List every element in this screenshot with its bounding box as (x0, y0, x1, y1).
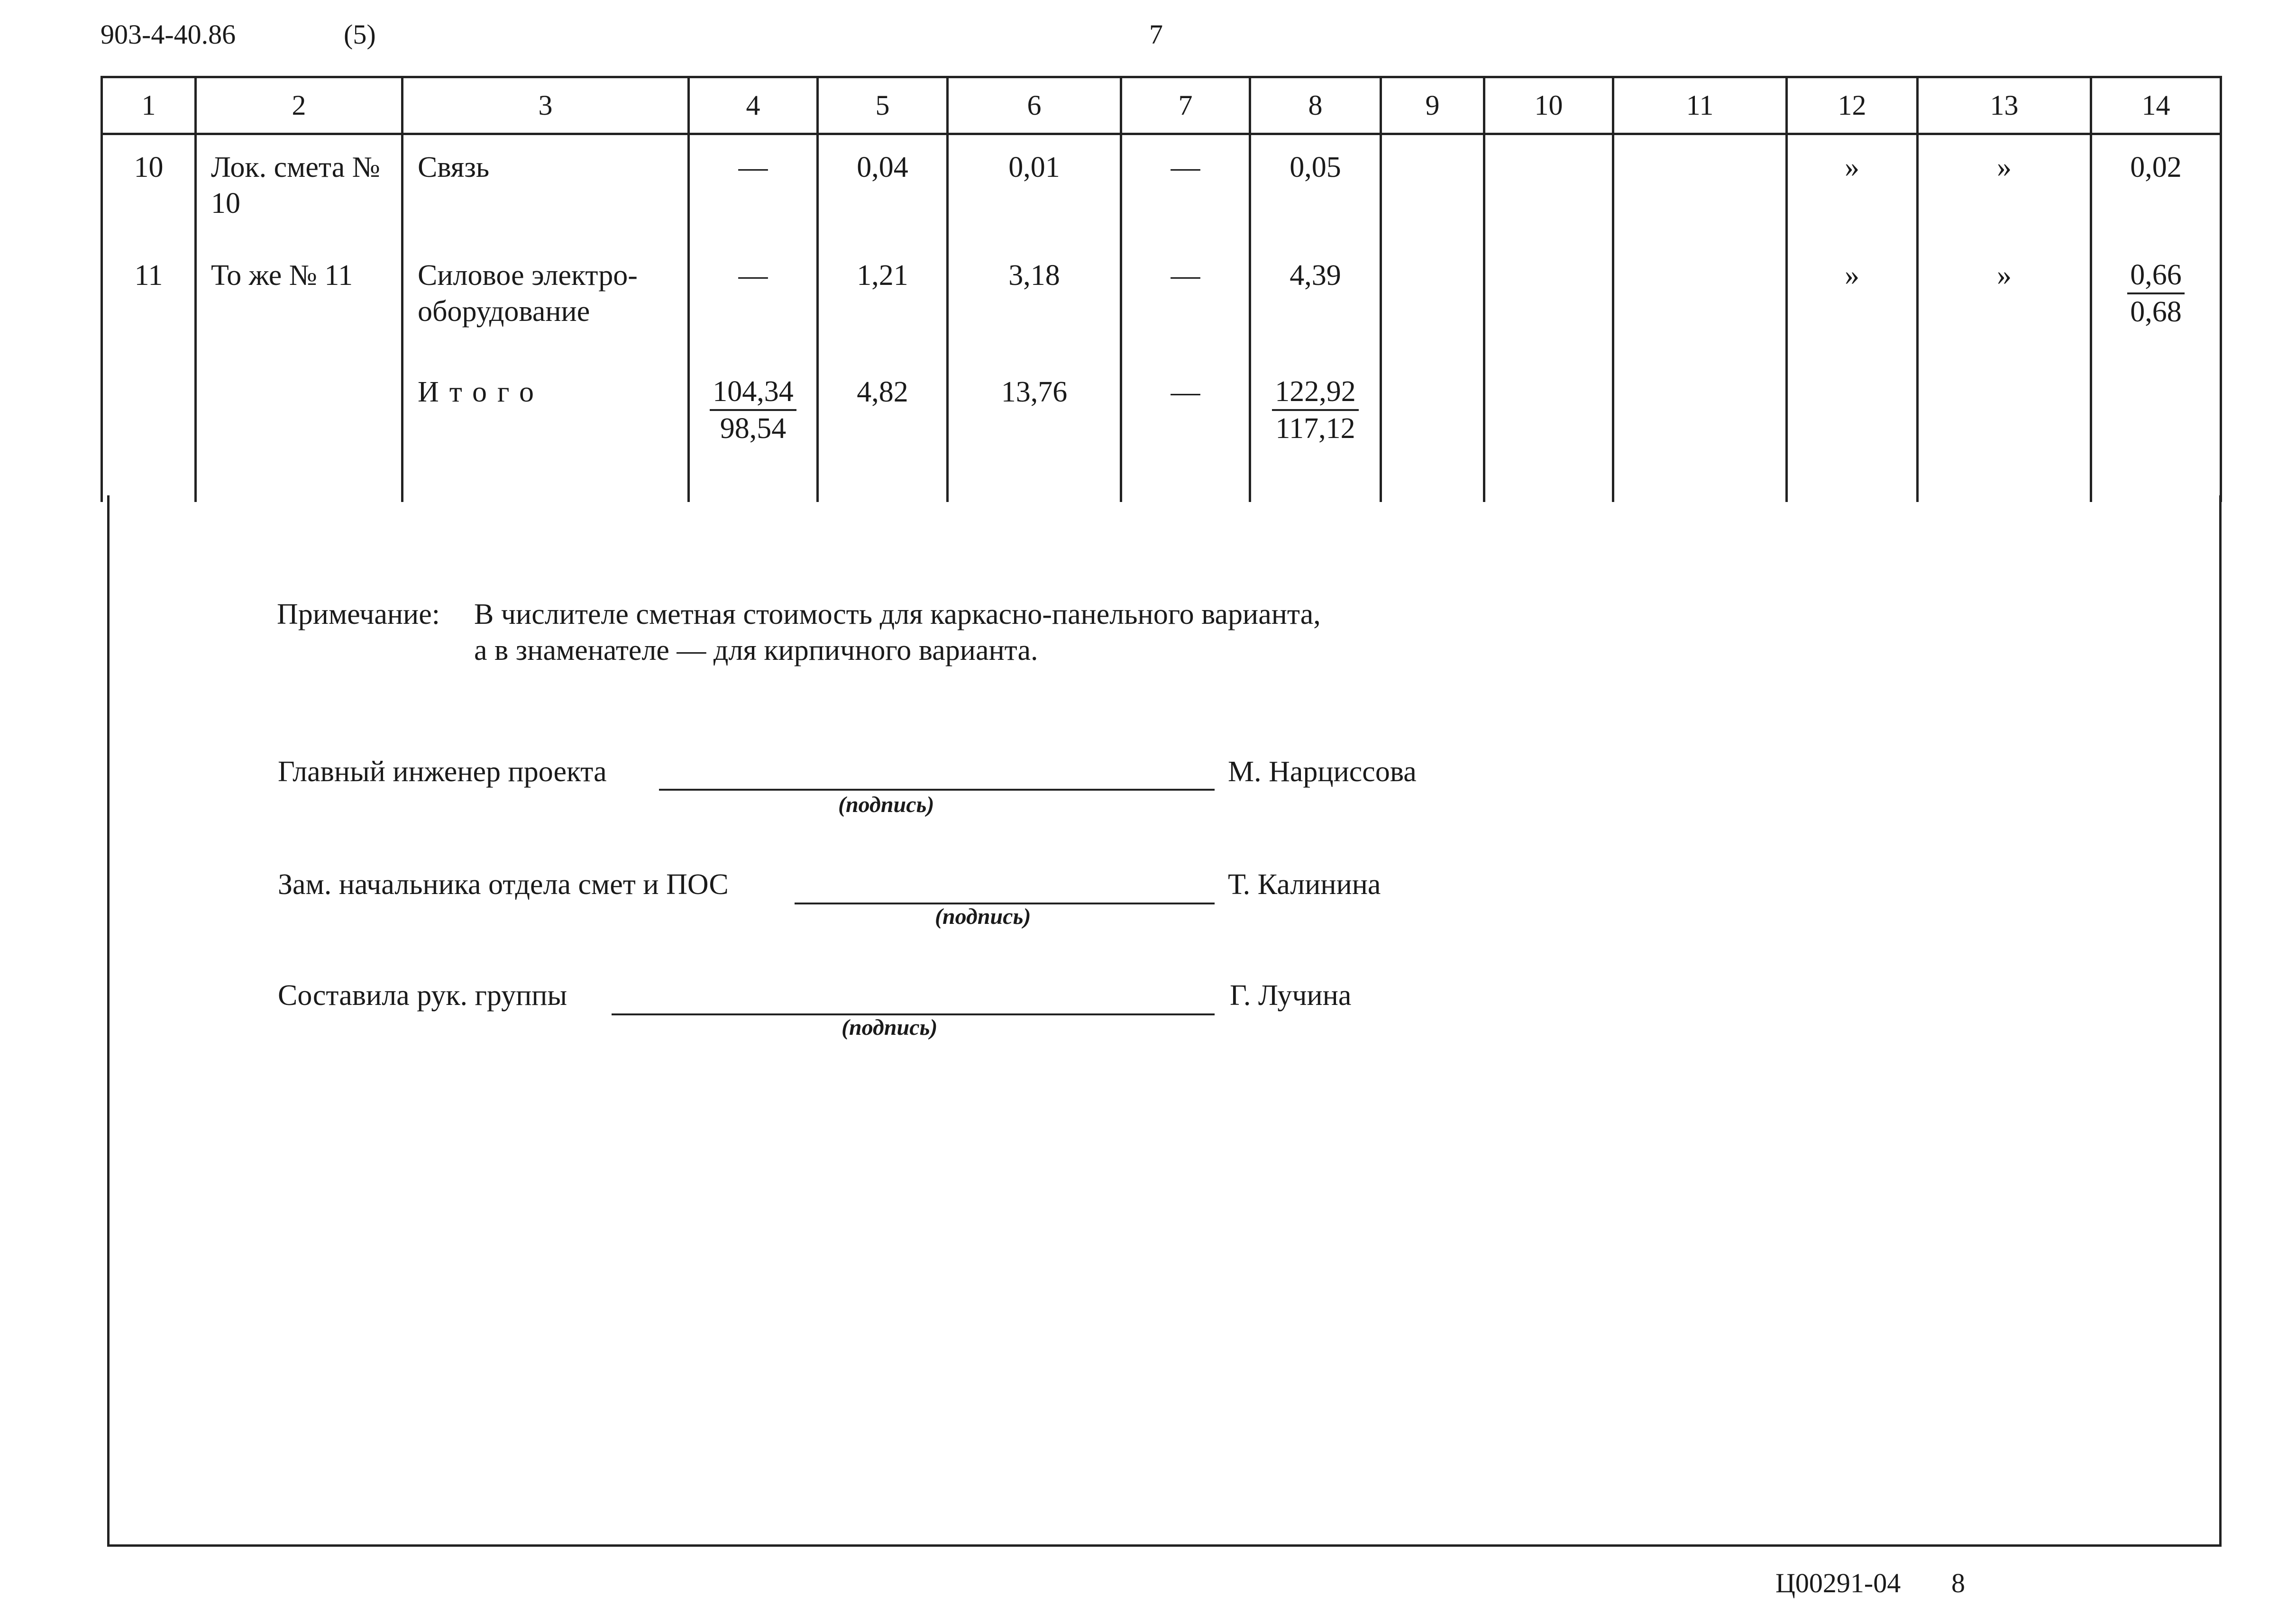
column-number: 11 (1613, 77, 1787, 134)
signature-caption: (подпись) (842, 1015, 938, 1040)
cell-value: — (689, 134, 818, 252)
cell-empty (1484, 252, 1613, 368)
document-ref: Лок. смета № 10 (196, 134, 402, 252)
footer-page: 8 (1951, 1568, 1965, 1598)
cell-empty (1613, 252, 1787, 368)
cell-value: 4,82 (818, 368, 948, 502)
row-number: 11 (102, 252, 196, 368)
signature-name: Т. Калинина (1228, 868, 1381, 901)
note-label: Примечание: (277, 598, 440, 630)
cell-value: » (1918, 134, 2091, 252)
cell-value: 0,05 (1250, 134, 1381, 252)
column-number: 3 (402, 77, 689, 134)
column-number: 14 (2091, 77, 2221, 134)
fraction-numerator: 122,92 (1272, 374, 1359, 411)
cell-value: » (1918, 252, 2091, 368)
column-number: 5 (818, 77, 948, 134)
column-number: 1 (102, 77, 196, 134)
cell-empty (196, 368, 402, 502)
column-number: 9 (1381, 77, 1484, 134)
signature-line (612, 974, 1215, 1015)
cell-value: 0,01 (948, 134, 1121, 252)
cell-value: 1,21 (818, 252, 948, 368)
signature-caption: (подпись) (838, 792, 934, 817)
cell-empty (1787, 368, 1918, 502)
cell-empty (1613, 134, 1787, 252)
signature-name: Г. Лучина (1230, 979, 1352, 1012)
cell-value: » (1787, 252, 1918, 368)
cell-empty (1381, 252, 1484, 368)
note-line-1: В числителе сметная стоимость для каркасно-панельного варианта, (474, 598, 1321, 630)
cell-empty (1918, 368, 2091, 502)
row-number: 10 (102, 134, 196, 252)
signature-line (795, 863, 1215, 904)
cell-empty (1484, 134, 1613, 252)
fraction-denominator: 98,54 (720, 412, 787, 445)
cell-value: — (1121, 252, 1250, 368)
fraction-denominator: 117,12 (1275, 412, 1355, 445)
cell-empty (1381, 368, 1484, 502)
cell-empty (102, 368, 196, 502)
fraction (1272, 374, 1359, 446)
column-number-row (102, 77, 2221, 134)
fraction-numerator: 104,34 (710, 374, 796, 411)
signature-role: Зам. начальника отдела смет и ПОС (278, 868, 729, 901)
footer-code: Ц00291-04 (1775, 1568, 1901, 1598)
signature-role: Главный инженер проекта (278, 756, 607, 788)
total-label: Итого (402, 368, 689, 502)
cell-fraction (689, 368, 818, 502)
cell-empty (1484, 368, 1613, 502)
fraction-denominator: 0,68 (2130, 296, 2182, 328)
document-part: (5) (344, 19, 376, 50)
cell-empty (2091, 368, 2221, 502)
column-number: 8 (1250, 77, 1381, 134)
page-number: 7 (1149, 19, 1163, 50)
fraction (2127, 257, 2185, 329)
estimate-table (101, 76, 2222, 502)
table-row (102, 134, 2221, 252)
cell-value: » (1787, 134, 1918, 252)
fraction (710, 374, 796, 446)
cell-empty (1613, 368, 1787, 502)
signature-caption: (подпись) (935, 904, 1031, 929)
column-number: 7 (1121, 77, 1250, 134)
page-frame (107, 495, 2222, 1547)
cell-value: 4,39 (1250, 252, 1381, 368)
document-ref: То же № 11 (196, 252, 402, 368)
fraction-numerator: 0,66 (2127, 257, 2185, 294)
column-number: 2 (196, 77, 402, 134)
work-name: Силовое электро-оборудование (402, 252, 689, 368)
cell-value: — (1121, 134, 1250, 252)
signature-name: М. Нарциссова (1228, 756, 1417, 788)
cell-value: 3,18 (948, 252, 1121, 368)
signature-line (659, 749, 1215, 791)
cell-value: 0,02 (2091, 134, 2221, 252)
cell-value: 0,04 (818, 134, 948, 252)
cell-value: — (1121, 368, 1250, 502)
note-line-2: а в знаменателе — для кирпичного варианта. (474, 634, 1038, 666)
total-row (102, 368, 2221, 502)
cell-empty (1381, 134, 1484, 252)
column-number: 13 (1918, 77, 2091, 134)
document-code: 903-4-40.86 (101, 19, 236, 50)
cell-fraction (1250, 368, 1381, 502)
column-number: 6 (948, 77, 1121, 134)
cell-value: — (689, 252, 818, 368)
column-number: 4 (689, 77, 818, 134)
work-name: Связь (402, 134, 689, 252)
column-number: 12 (1787, 77, 1918, 134)
table-row (102, 252, 2221, 368)
cell-fraction (2091, 252, 2221, 368)
signature-role: Составила рук. группы (278, 979, 567, 1012)
cell-value: 13,76 (948, 368, 1121, 502)
column-number: 10 (1484, 77, 1613, 134)
